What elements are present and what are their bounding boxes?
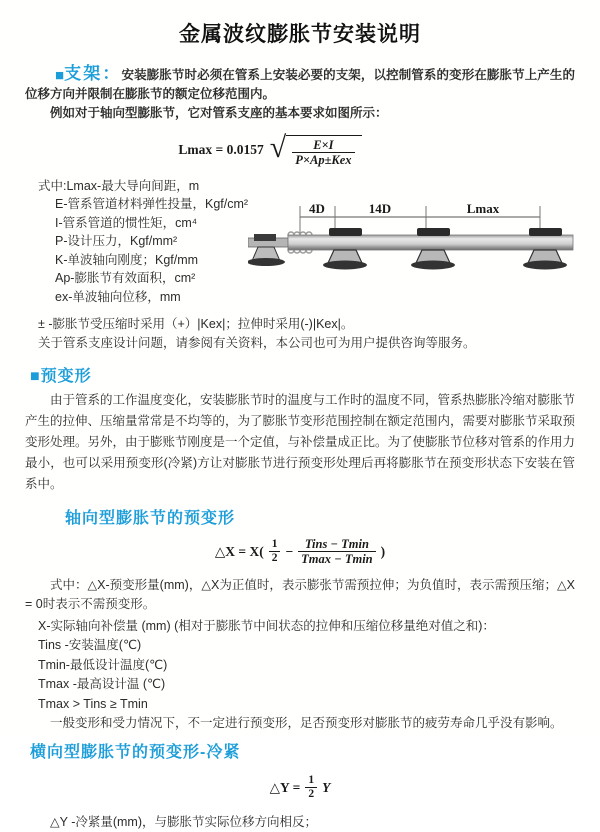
diagram-label-lmax: Lmax: [466, 200, 500, 216]
predeform-paragraph: 由于管系的工作温度变化，安装膨胀节时的温度与工作时的温度不同，管系热膨胀冷缩对膨胀节产生的拉伸、压缩量常常是不均等的，为了膨胀节变形范围控制在额定范围内，需要对膨胀节采取预变形处理。另外，由于膨账节刚度是一个定值，与补偿量成正比。为了使膨胀节位移对管系的作用力最小，也可以采用预变形(冷紧)方让对膨胀节进行预变形处理后再将膨胀节在预变形状态下安装在管系中。: [25, 392, 576, 491]
definition-line: Tmax > Tins ≥ Tmin: [38, 696, 148, 711]
formula-axial: [25, 537, 575, 567]
support-example-line: 例如对于轴向型膨胀节，它对管系支座的基本要求如图所示：: [50, 106, 388, 120]
pipe-support-diagram: [248, 199, 578, 294]
formula-axial-close: ): [380, 543, 386, 559]
consult-line: 关于管系支座设计问题，请参阅有关资料，本公司也可为用户提供咨询等服务。: [38, 335, 476, 350]
axial-note-line: 一般变形和受力情况下，不一定进行预变形，足否预变形对膨胀节的疲劳寿命几乎没有影响。: [50, 716, 563, 730]
definition-line: K-单波轴向刚度；Kgf/mm: [55, 252, 199, 267]
definition-line: Tins -安装温度(℃): [38, 638, 142, 652]
axial-explain-paragraph: 式中：△X-预变形量(mm)，△X为正值时，表示膨张节需预拉伸；为负值时，表示需预压缩；△X = 0时表示不需预变形。: [25, 577, 575, 611]
support-section-heading: 支架：: [64, 64, 122, 83]
definition-line: 式中:Lmax-最大导向间距，m: [38, 178, 200, 193]
formula-lateral-rhs: Y: [322, 779, 331, 795]
page-title: 金属波纹膨胀节安装说明: [179, 23, 421, 46]
axial-section-heading: 轴向型膨胀节的预变形: [65, 509, 236, 527]
definition-line: Ap-膨胀节有效面积，cm²: [55, 271, 196, 286]
support-intro-paragraph: [25, 64, 575, 104]
formula-lmax: [25, 132, 515, 168]
formula-axial-minus: −: [285, 543, 294, 559]
plusminus-line: ± -膨胀节受压缩时采用（+）|Kex|；拉伸时采用(-)|Kex|。: [38, 316, 354, 331]
section-marker-icon: ■: [30, 367, 41, 385]
formula-lateral-lhs: △Y =: [269, 779, 301, 795]
section-marker-icon: ■: [55, 67, 65, 84]
formula-axial-lhs: △X = X(: [214, 543, 264, 559]
definitions-and-diagram: [25, 177, 575, 315]
definition-line: ex-单波轴向位移，mm: [55, 289, 181, 304]
diagram-label-14d: 14D: [368, 200, 392, 216]
definition-line: Tmax -最高设计温 (℃): [38, 677, 166, 691]
formula-lmax-denominator: P×Ap±Kex: [295, 153, 352, 168]
fraction-one-half: $\frac{1}{2}$: [269, 538, 281, 565]
formula-lmax-numerator: E×I: [292, 138, 354, 153]
definition-line: I-管系管道的惯性矩，cm⁴: [55, 215, 198, 230]
definition-line: Tmin-最低设计温度(℃): [38, 657, 168, 672]
lateral-explain-line: △Y -冷紧量(mm)，与膨胀节实际位移方向相反；: [50, 815, 318, 830]
lateral-section-heading: 横向型膨胀节的预变形-冷紧: [30, 744, 241, 761]
diagram-label-4d: 4D: [309, 200, 325, 216]
axial-definition-list: [25, 617, 575, 715]
sqrt-radical: [270, 132, 362, 168]
support-intro-text: 安装膨胀节时必须在管系上安装必要的支架，以控制管系的变形在膨胀节上产生的位移方向并限制在膨胀节的额定位移范围内。: [25, 68, 576, 101]
fraction-temperature: $\frac{\text{Tins − Tmin}}{Tmax - Tmin}$: [298, 537, 375, 567]
definition-line: E-管系管道材料弹性投量，Kgf/cm²: [55, 197, 249, 212]
definition-line: P-设计压力，Kgf/mm²: [55, 234, 178, 249]
formula-lateral: [25, 774, 575, 801]
sqrt-sign-glyph: √: [269, 131, 287, 164]
predeform-heading-text: 预变形: [40, 367, 92, 385]
formula-lmax-lhs: Lmax = 0.0157: [178, 141, 264, 157]
fraction-one-half: $\frac{1}{2}$: [305, 774, 317, 801]
definition-line: X-实际轴向补偿量 (mm) (相对于膨胀节中间状态的拉伸和压缩位移量绝对值之和)：: [38, 618, 495, 633]
predeform-section-heading: [30, 363, 575, 386]
